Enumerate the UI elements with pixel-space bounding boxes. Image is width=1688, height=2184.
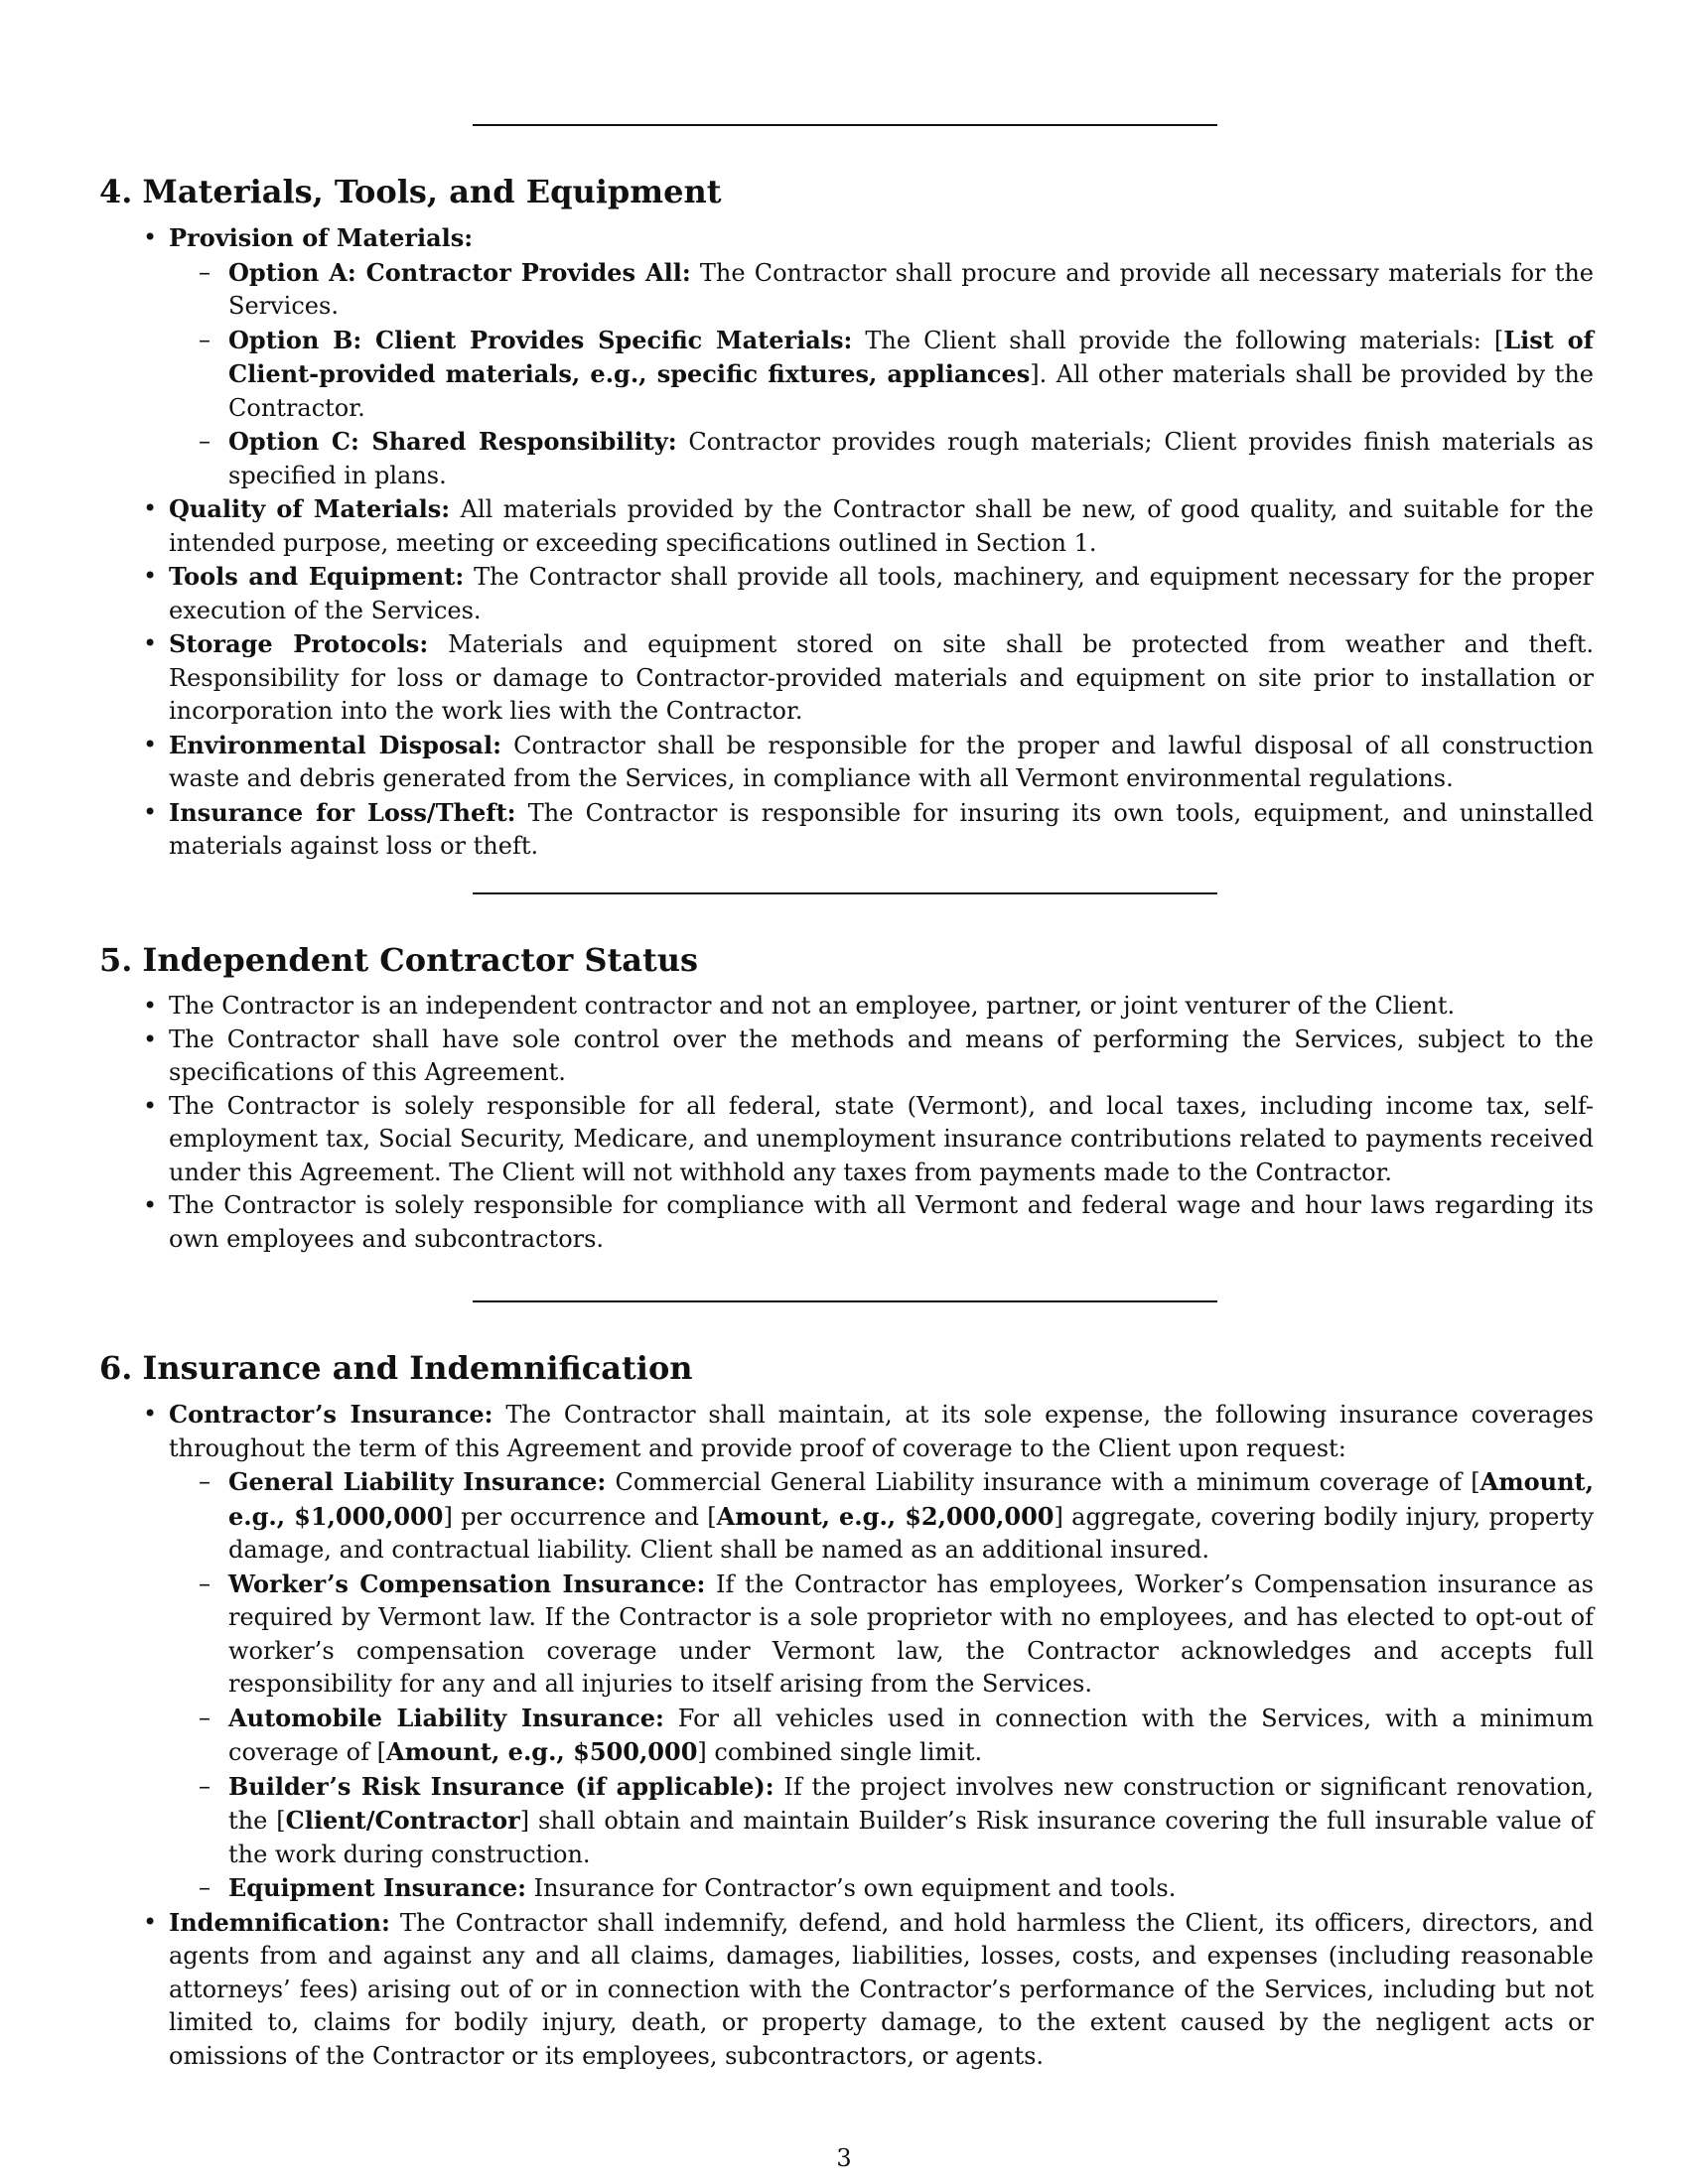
list-item: • The Contractor shall have sole control over the methods and means of performing the Services, subject to the specifications of this Agreement. <box>169 1024 1594 1090</box>
list-item: • Indemnification: The Contractor shall indemnify, defend, and hold harmless the Client, its officers, directors, and agents from and against any and all claims, damages, liabilities, losses, costs, and expenses (including reasonable attorneys’ fees) arising out of or in connection with the Contractor’s performance of the Services, including but not limited to, claims for bodily injury, death, or property damage, to the extent caused by the negligent acts or omissions of the Contractor or its employees, subcontractors, or agents. <box>169 1906 1594 2074</box>
list-item: • Tools and Equipment: The Contractor shall provide all tools, machinery, and equipment necessary for the proper execution of the Services. <box>169 560 1594 627</box>
sub-list-item: – Option B: Client Provides Specific Materials: The Client shall provide the following materials: [List of Client-provided materials, e.g., specific fixtures, appliances]. All other materials shall be provided by the Contractor. <box>228 324 1594 426</box>
list-item: • The Contractor is an independent contractor and not an employee, partner, or joint venturer of the Client. <box>169 990 1594 1024</box>
section-divider <box>473 892 1217 894</box>
list-item: • Quality of Materials: All materials provided by the Contractor shall be new, of good quality, and suitable for the intended purpose, meeting or exceeding specifications outlined in Section 1. <box>169 492 1594 560</box>
sub-list-item: – Worker’s Compensation Insurance: If the Contractor has employees, Worker’s Compensation insurance as required by Vermont law. If the Contractor is a sole proprietor with no employees, and has elected to opt-out of worker’s compensation coverage under Vermont law, the Contractor acknowledges and accepts full responsibility for any and all injuries to itself arising from the Services. <box>228 1568 1594 1702</box>
sub-list <box>169 1465 1594 1906</box>
list-item: • Storage Protocols: Materials and equipment stored on site shall be protected from weather and theft. Responsibility for loss or damage to Contractor-provided materials and equipment on site prior to installation or incorporation into the work lies with the Contractor. <box>169 627 1594 729</box>
sub-list-item: – Equipment Insurance: Insurance for Contractor’s own equipment and tools. <box>228 1871 1594 1906</box>
sub-list <box>169 256 1594 493</box>
sub-list-item: – Automobile Liability Insurance: For all vehicles used in connection with the Services, with a minimum coverage of [Amount, e.g., $500,000] combined single limit. <box>228 1702 1594 1770</box>
bullet-list <box>99 990 1594 1256</box>
section-heading: 5. Independent Contractor Status <box>99 941 699 979</box>
section-independent-contractor <box>99 940 1594 1256</box>
section-materials <box>99 172 1594 864</box>
sub-list-item: – Option C: Shared Responsibility: Contractor provides rough materials; Client provides finish materials as specified in plans. <box>228 425 1594 492</box>
bullet-list <box>99 221 1594 864</box>
section-divider <box>473 124 1217 126</box>
list-item: • Insurance for Loss/Theft: The Contractor is responsible for insuring its own tools, equipment, and uninstalled materials against loss or theft. <box>169 796 1594 864</box>
list-item: • Environmental Disposal: Contractor shall be responsible for the proper and lawful disposal of all construction waste and debris generated from the Services, in compliance with all Vermont environmental regulations. <box>169 729 1594 796</box>
section-insurance <box>99 1348 1594 2073</box>
list-item: • The Contractor is solely responsible for compliance with all Vermont and federal wage and hour laws regarding its own employees and subcontractors. <box>169 1189 1594 1256</box>
section-heading: 4. Materials, Tools, and Equipment <box>99 173 722 210</box>
sub-list-item: – General Liability Insurance: Commercial General Liability insurance with a minimum coverage of [Amount, e.g., $1,000,000] per occurrence and [Amount, e.g., $2,000,000] aggregate, covering bodily injury, property damage, and contractual liability. Client shall be named as an additional insured. <box>228 1465 1594 1568</box>
list-item: • The Contractor is solely responsible for all federal, state (Vermont), and local taxes, including income tax, self-employment tax, Social Security, Medicare, and unemployment insurance contributions related to payments received under this Agreement. The Client will not withhold any taxes from payments made to the Contractor. <box>169 1090 1594 1190</box>
bullet-list <box>99 1398 1594 2073</box>
section-heading: 6. Insurance and Indemnification <box>99 1349 693 1387</box>
page-number: 3 <box>836 2144 852 2172</box>
sub-list-item: – Option A: Contractor Provides All: The Contractor shall procure and provide all necessary materials for the Services. <box>228 256 1594 324</box>
section-divider <box>473 1300 1217 1302</box>
list-item: • Provision of Materials: – Option A: Contractor Provides All: The Contractor shall procure and provide all necessary materials for the Services. – Option B: Client Provides Specific Materials: The Client shall provide the following materials: [List of Client-provided materials, e.g., specific fixtures, appliances]. All other materials shall be provided by the Contractor. – Option C: Shared Responsibility: Contractor provides rough materials; Client provides finish materials as specified in plans. <box>169 221 1594 492</box>
sub-list-item: – Builder’s Risk Insurance (if applicable): If the project involves new construction or significant renovation, the [Client/Contractor] shall obtain and maintain Builder’s Risk insurance covering the full insurable value of the work during construction. <box>228 1770 1594 1872</box>
list-item: • Contractor’s Insurance: The Contractor shall maintain, at its sole expense, the following insurance coverages throughout the term of this Agreement and provide proof of coverage to the Client upon request: – General Liability Insurance: Commercial General Liability insurance with a minimum coverage of [Amount, e.g., $1,000,000] per occurrence and [Amount, e.g., $2,000,000] aggregate, covering bodily injury, property damage, and contractual liability. Client shall be named as an additional insured. – Worker’s Compensation Insurance: If the Contractor has employees, Worker’s Compensation insurance as required by Vermont law. If the Contractor is a sole proprietor with no employees, and has elected to opt-out of worker’s compensation coverage under Vermont law, the Contractor acknowledges and accepts full responsibility for any and all injuries to itself arising from the Services. – Automobile Liability Insurance: For all vehicles used in connection with the Services, with a minimum coverage of [Amount, e.g., $500,000] combined single limit. – Builder’s Risk Insurance (if applicable): If the project involves new construction or significant renovation, the [Client/Contractor] shall obtain and maintain Builder’s Risk insurance covering the full insurable value of the work during construction. – Equipment Insurance: Insurance for Contractor’s own equipment and tools. <box>169 1398 1594 1906</box>
